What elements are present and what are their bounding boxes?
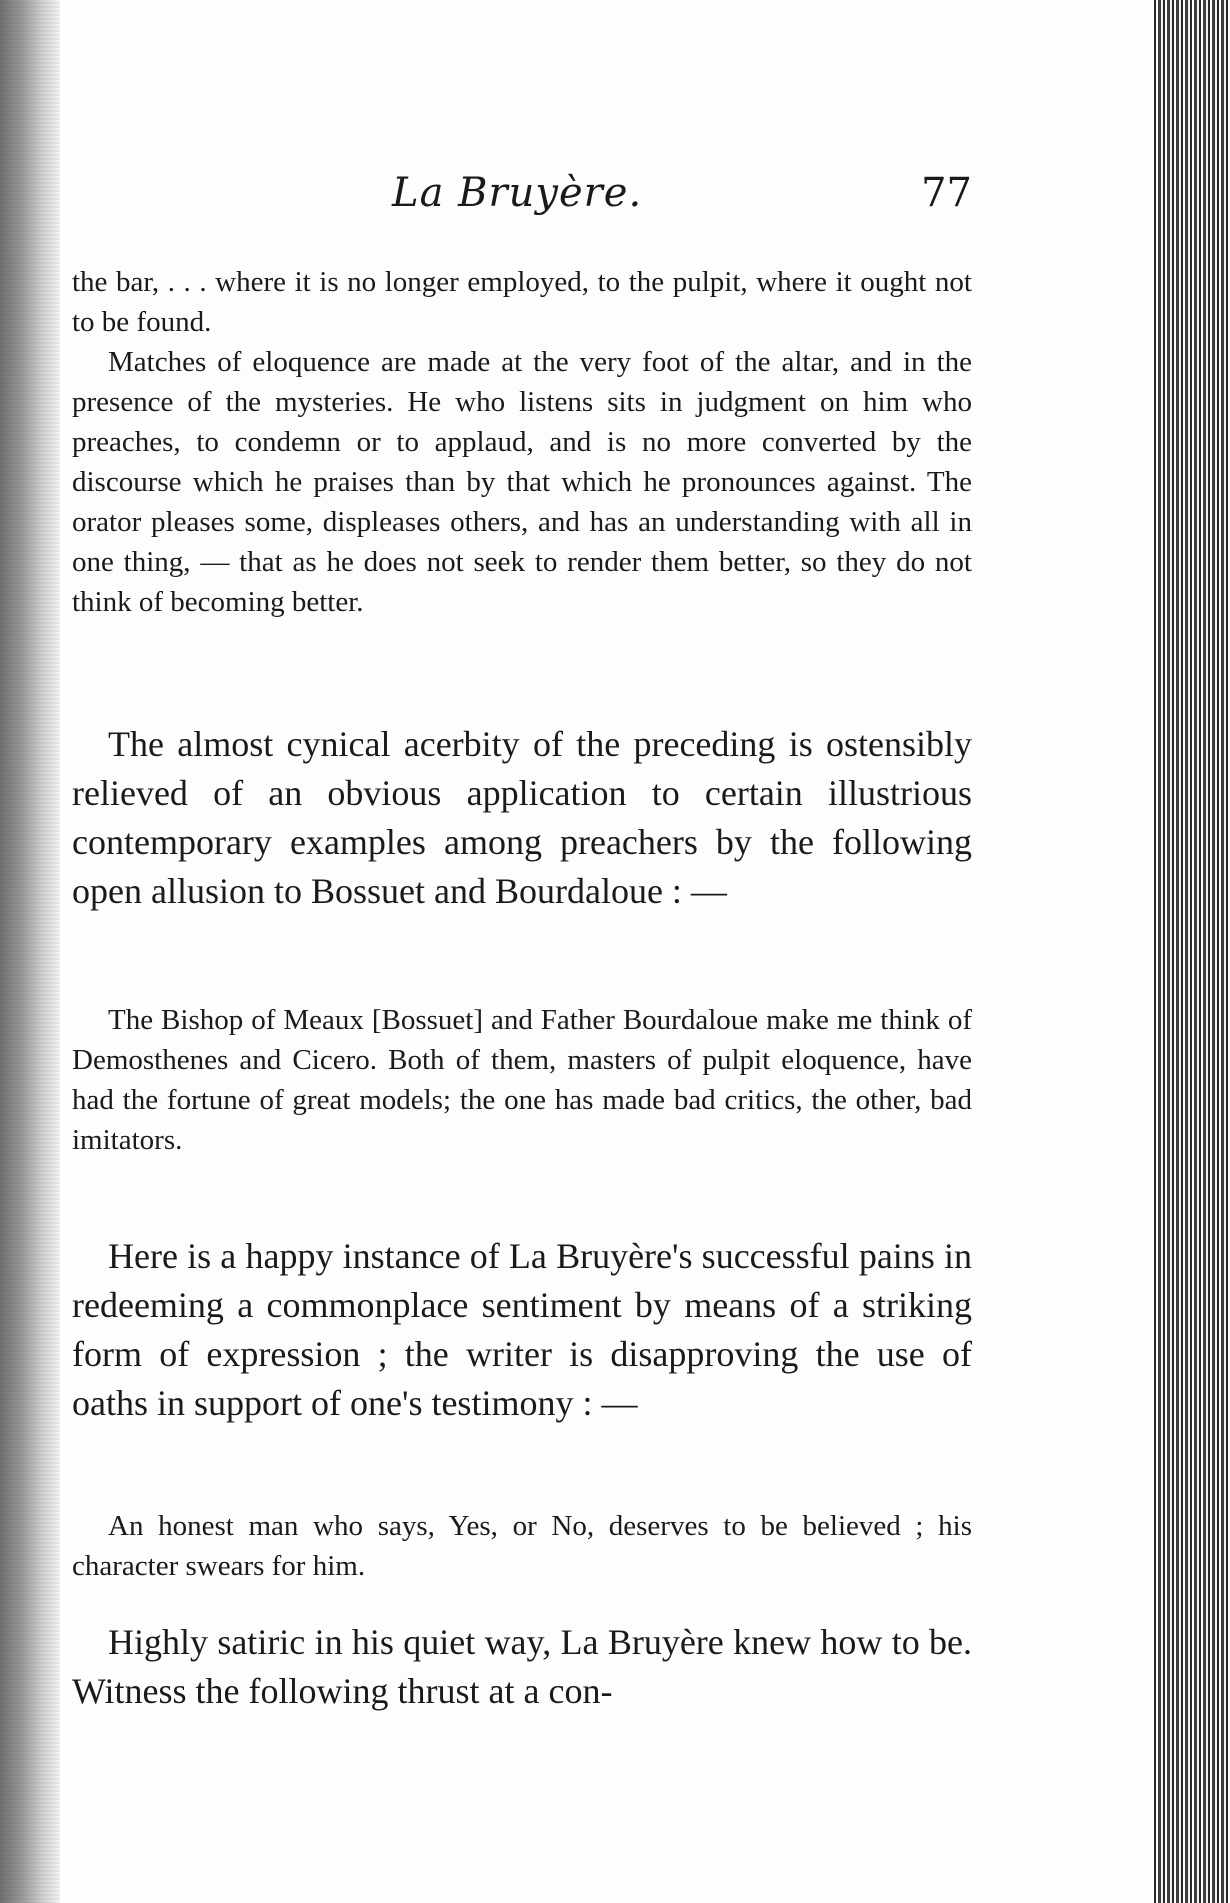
quote-paragraph-4: An honest man who says, Yes, or No, deserves to be believed ; his character swears for him. — [72, 1510, 972, 1582]
running-title: La Bruyère. — [392, 170, 643, 216]
quote-paragraph-1: the bar, . . . where it is no longer employed, to the pulpit, where it ought not to be found. — [72, 266, 972, 338]
body-paragraph-1: The almost cynical acerbity of the preceding is ostensibly relieved of an obvious application to certain illustrious contemporary examples among preachers by the following open allusion to Bossuet and Bourdaloue : — — [72, 724, 972, 911]
right-page-edges — [1154, 0, 1230, 1903]
quote-paragraph-3: The Bishop of Meaux [Bossuet] and Father Bourdaloue make me think of Demosthenes and Cicero. Both of them, masters of pulpit eloquence, have had the fortune of great models; the one has made bad critics, the other, bad imitators. — [72, 1004, 972, 1156]
body-paragraph-2: Here is a happy instance of La Bruyère's successful pains in redeeming a commonplace sentiment by means of a striking form of expression ; the writer is disapproving the use of oaths in support of one's testimony : — — [72, 1236, 972, 1423]
page-number: 77 — [921, 170, 972, 216]
body-paragraph-3: Highly satiric in his quiet way, La Bruyère knew how to be. Witness the following thrust at a con- — [72, 1622, 972, 1711]
quote-paragraph-2: Matches of eloquence are made at the very foot of the altar, and in the presence of the mysteries. He who listens sits in judgment on him who preaches, to condemn or to applaud, and is no more converted by the discourse which he praises than by that which he pronounces against. The orator pleases some, displeases others, and has an understanding with all in one thing, — that as he does not seek to render them better, so they do not think of becoming better. — [72, 346, 972, 618]
running-head — [72, 170, 972, 226]
left-gutter-shadow — [0, 0, 60, 1903]
